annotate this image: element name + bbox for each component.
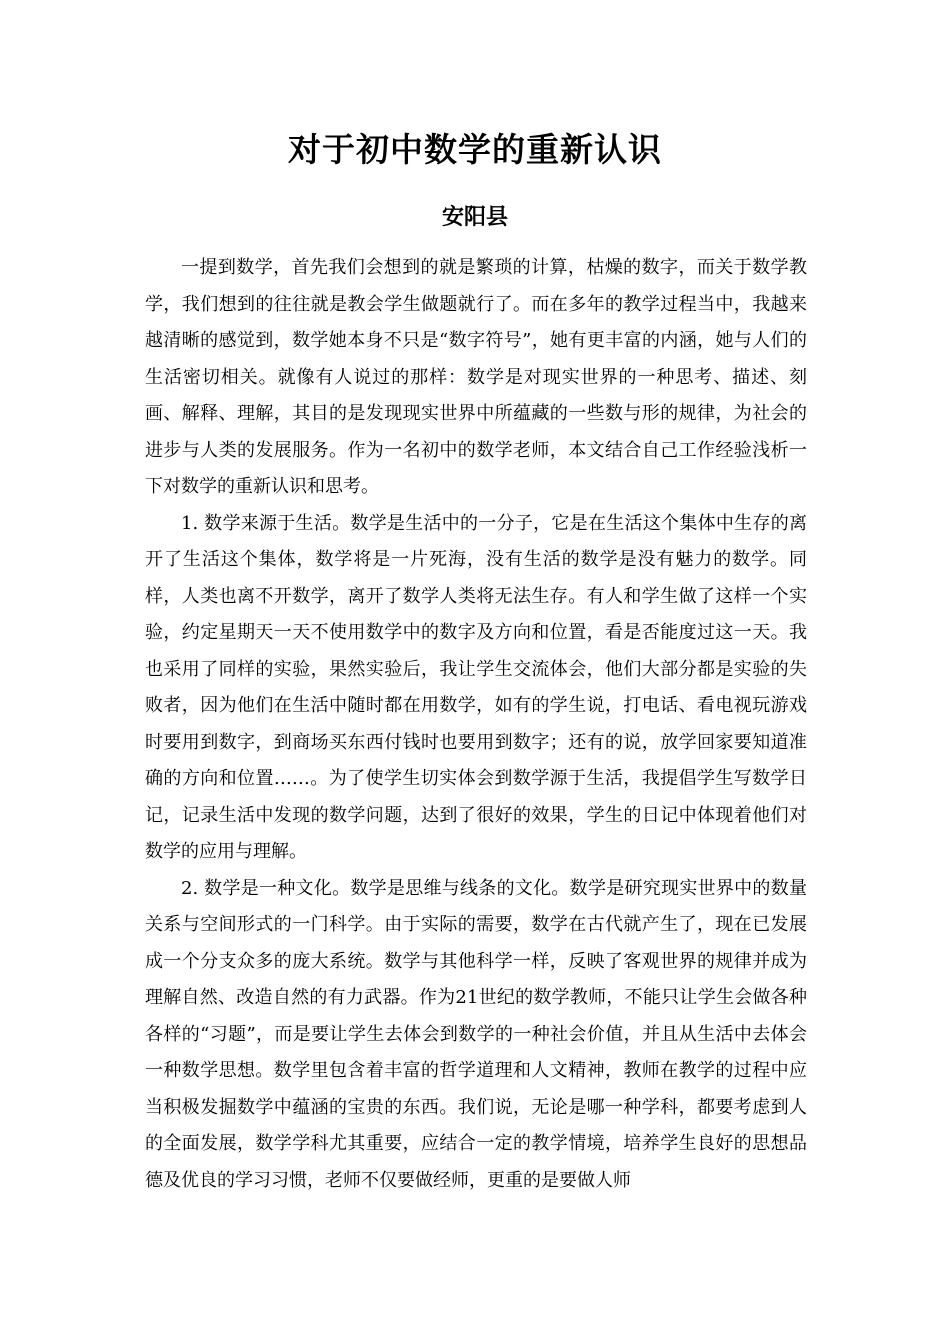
paragraph-section-2: 2. 数学是一种文化。数学是思维与线条的文化。数学是研究现实世界中的数量关系与空间形式的一门科学。由于实际的需要，数学在古代就产生了，现在已发展成一个分支众多的庞大系统。数学与其他科学一样，反映了客观世界的规律并成为理解自然、改造自然的有力武器。作为21世纪的数学教师，不能只让学生会做各种各样的“习题”，而是要让学生去体会到数学的一种社会价值，并且从生活中去体会一种数学思想。数学里包含着丰富的哲学道理和人文精神，教师在教学的过程中应当积极发掘数学中蕴涵的宝贵的东西。我们说，无论是哪一种学科，都要考虑到人的全面发展，数学学科尤其重要，应结合一定的教学情境，培养学生良好的思想品德及优良的学习习惯，老师不仅要做经师，更重的是要做人师 <box>145 877 807 1191</box>
document-body <box>145 250 807 1199</box>
paragraph-intro: 一提到数学，首先我们会想到的就是繁琐的计算，枯燥的数字，而关于数学教学，我们想到的往往就是教会学生做题就行了。而在多年的教学过程当中，我越来越清晰的感觉到，数学她本身不只是“数字符号”，她有更丰富的内涵，她与人们的生活密切相关。就像有人说过的那样：数学是对现实世界的一种思考、描述、刻画、解释、理解，其目的是发现现实世界中所蕴藏的一些数与形的规律，为社会的进步与人类的发展服务。作为一名初中的数学老师，本文结合自己工作经验浅析一下对数学的重新认识和思考。 <box>145 257 807 497</box>
paragraph-section-1: 1. 数学来源于生活。数学是生活中的一分子，它是在生活这个集体中生存的离开了生活这个集体，数学将是一片死海，没有生活的数学是没有魅力的数学。同样，人类也离不开数学，离开了数学人类将无法生存。有人和学生做了这样一个实验，约定星期天一天不使用数学中的数字及方向和位置，看是否能度过这一天。我也采用了同样的实验，果然实验后，我让学生交流体会，他们大部分都是实验的失败者，因为他们在生活中随时都在用数学，如有的学生说，打电话、看电视玩游戏时要用到数字，到商场买东西付钱时也要用到数字；还有的说，放学回家要知道准确的方向和位置……。为了使学生切实体会到数学源于生活，我提倡学生写数学日记，记录生活中发现的数学问题，达到了很好的效果，学生的日记中体现着他们对数学的应用与理解。 <box>145 512 807 862</box>
document-author: 安阳县 <box>441 204 508 230</box>
document-title: 对于初中数学的重新认识 <box>288 130 662 169</box>
